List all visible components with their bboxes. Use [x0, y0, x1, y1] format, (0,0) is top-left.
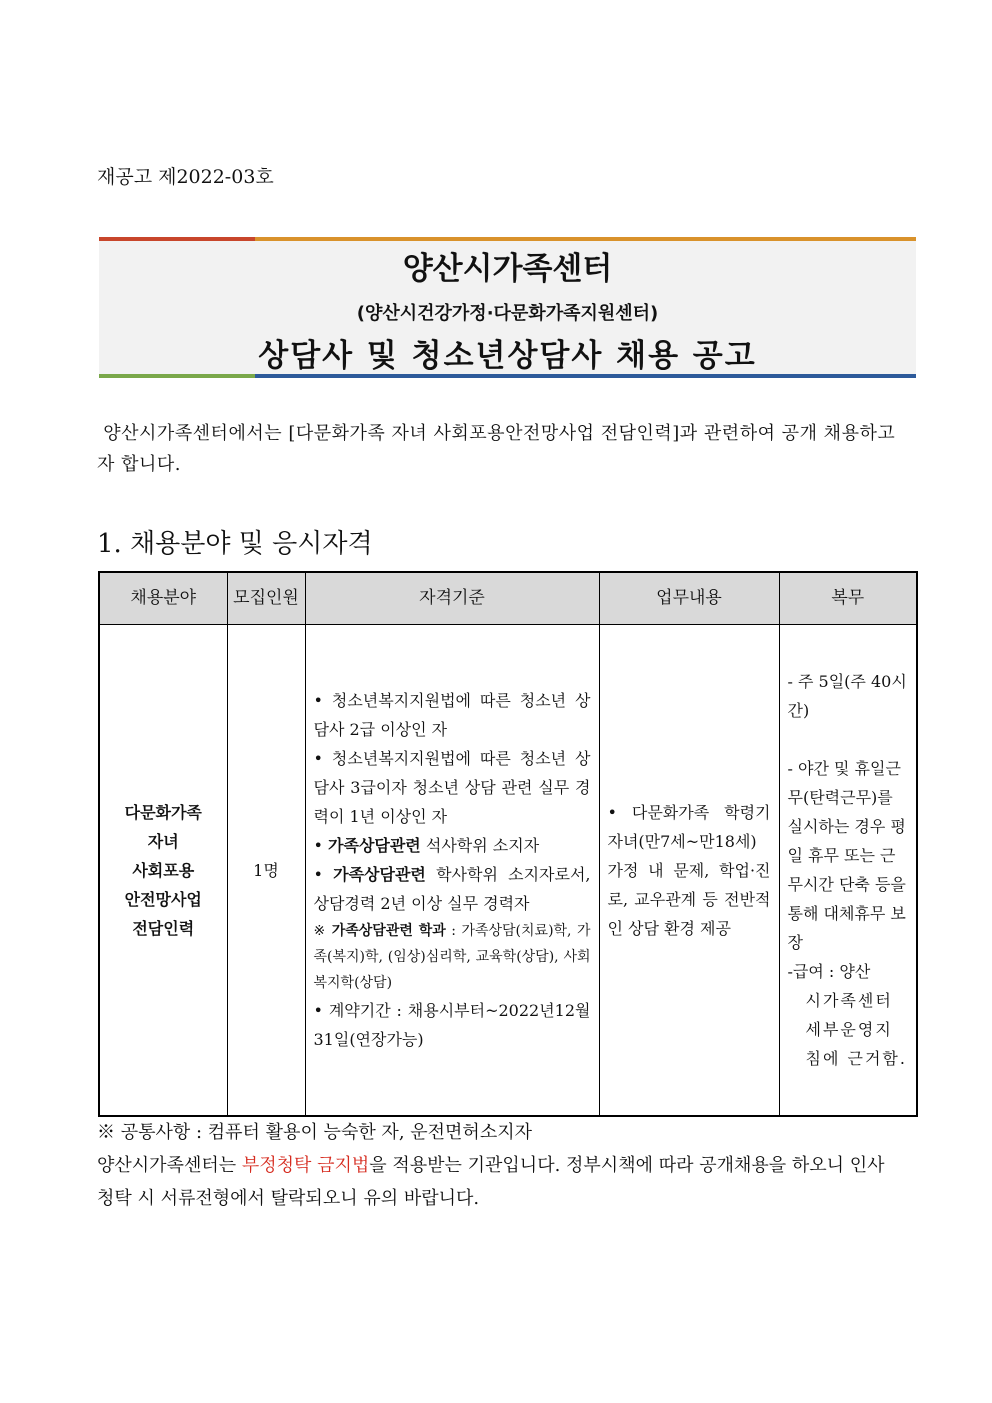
- count-cell: 1명: [227, 625, 305, 1117]
- banner-bar-blue: [255, 374, 916, 378]
- header-qualification: 자격기준: [305, 572, 599, 625]
- header-count: 모집인원: [227, 572, 305, 625]
- service-cell: [779, 625, 917, 1117]
- service-item-continued: 시가족센터 세부운영지침에 근거함.: [805, 991, 907, 1068]
- qualification-cell: [305, 625, 599, 1117]
- banner-bar-orange: [255, 237, 916, 241]
- intro-text: 양산시가족센터에서는 [다문화가족 자녀 사회포용안전망사업 전담인력]과 관련하여 공개 채용하고자 합니다.: [97, 423, 896, 475]
- field-line: 사회포용: [132, 860, 195, 880]
- header-field: 채용분야: [99, 572, 227, 625]
- notice-number: 재공고 제2022-03호: [97, 166, 274, 188]
- qualification-item: • 청소년복지지원법에 따른 청소년 상담사 3급이자 청소년 상담 관련 실무 경력이 1년 이상인 자: [313, 749, 591, 826]
- footer-notes: [97, 1116, 907, 1215]
- center-name-title: 양산시가족센터: [402, 251, 613, 287]
- field-line: 안전망사업: [124, 889, 202, 909]
- qualification-note: ※ 가족상담관련 학과 : 가족상담(치료)학, 가족(복지)학, (임상)심리학, 교육학(상담), 사회복지학(상담): [313, 923, 591, 991]
- field-cell: [99, 625, 227, 1117]
- intro-paragraph: [97, 418, 897, 480]
- qualification-item: • 가족상담관련 학사학위 소지자로서, 상담경력 2년 이상 실무 경력자: [313, 865, 591, 913]
- common-requirements: ※ 공통사항 : 컴퓨터 활용이 능숙한 자, 운전면허소지자: [97, 1122, 532, 1143]
- header-duties: 업무내용: [599, 572, 779, 625]
- field-line: 자녀: [147, 831, 179, 851]
- table-header-row: [99, 572, 917, 625]
- qualification-item: • 청소년복지지원법에 따른 청소년 상담사 2급 이상인 자: [313, 691, 591, 739]
- service-item: - 야간 및 휴일근무(탄력근무)를 실시하는 경우 평일 휴무 또는 근무시간 단축 등을 통해 대체휴무 보장: [787, 759, 906, 952]
- table-row: [99, 625, 917, 1117]
- recruitment-title: 상담사 및 청소년상담사 채용 공고: [258, 338, 757, 374]
- anti-graft-notice: 양산시가족센터는 부정청탁 금지법을 적용받는 기관입니다. 정부시책에 따라 공개채용을 하오니 인사 청탁 시 서류전형에서 탈락되오니 유의 바랍니다.: [97, 1155, 885, 1209]
- header-service: 복무: [779, 572, 917, 625]
- banner-bar-green: [99, 374, 255, 378]
- anti-graft-law: 부정청탁 금지법: [241, 1155, 370, 1176]
- title-banner: [99, 237, 916, 378]
- center-subtitle: (양산시건강가정·다문화가족지원센터): [356, 303, 659, 324]
- field-line: 전담인력: [132, 918, 195, 938]
- service-item: -급여 : 양산: [787, 962, 871, 981]
- banner-bar-red: [99, 237, 255, 241]
- field-line: 다문화가족: [124, 802, 202, 822]
- service-item: - 주 5일(주 40시간): [787, 672, 907, 720]
- section-title: 1. 채용분야 및 응시자격: [97, 529, 373, 559]
- recruitment-table: [98, 571, 918, 1117]
- qualification-item: • 가족상담관련 석사학위 소지자: [313, 836, 540, 855]
- duties-cell: • 다문화가족 학령기 자녀(만7세~만18세) 가정 내 문제, 학업·진로, 교우관계 등 전반적인 상담 환경 제공: [599, 625, 779, 1117]
- qualification-item: • 계약기간 : 채용시부터~2022년12월31일(연장가능): [313, 1001, 591, 1049]
